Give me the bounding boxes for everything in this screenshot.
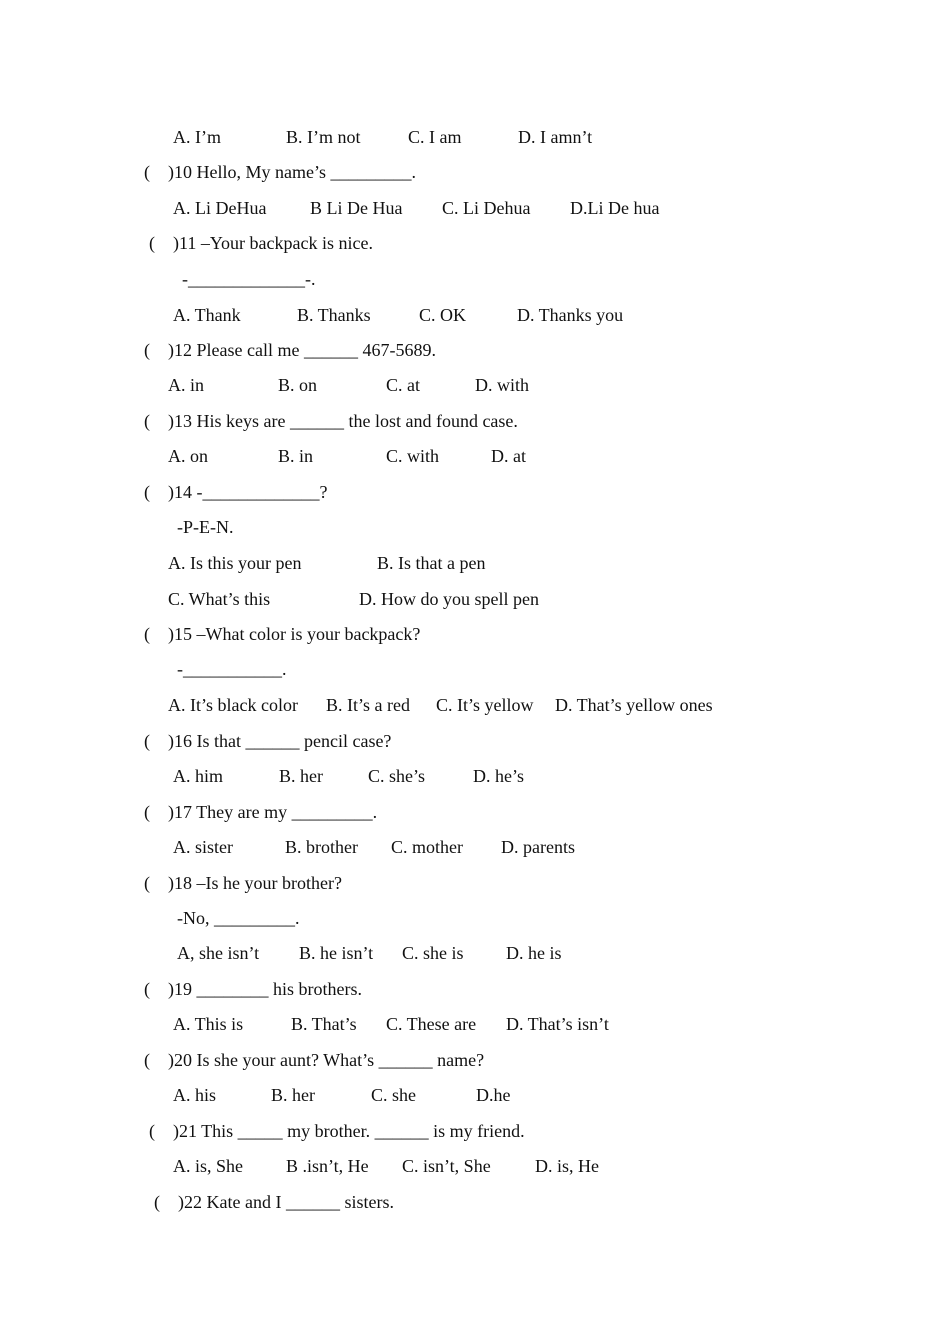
q15-option-c: C. It’s yellow <box>436 695 534 715</box>
q21-option-c: C. isn’t, She <box>402 1156 491 1176</box>
q16-option-a: A. him <box>173 766 224 786</box>
q18-stem: ( )18 –Is he your brother? <box>144 873 342 893</box>
q14-option-d: D. How do you spell pen <box>359 589 539 609</box>
q11-option-c: C. OK <box>419 305 467 325</box>
q19-option-b: B. That’s <box>291 1014 357 1034</box>
q9-option-d: D. I amn’t <box>518 127 593 147</box>
q16-option-d: D. he’s <box>473 766 524 786</box>
q9-option-c: C. I am <box>408 127 462 147</box>
q12-option-c: C. at <box>386 375 420 395</box>
q19-stem: ( )19 ________ his brothers. <box>144 979 362 999</box>
q18-option-b: B. he isn’t <box>299 943 374 963</box>
q12-option-a: A. in <box>168 375 204 395</box>
q18-option-c: C. she is <box>402 943 464 963</box>
q17-option-c: C. mother <box>391 837 463 857</box>
q10-option-a: A. Li DeHua <box>173 198 267 218</box>
q22-stem: ( )22 Kate and I ______ sisters. <box>154 1192 394 1212</box>
q17-option-b: B. brother <box>285 837 358 857</box>
q13-option-a: A. on <box>168 446 208 466</box>
q14-option-a: A. Is this your pen <box>168 553 302 573</box>
q11-response: -_____________-. <box>182 269 316 289</box>
q9-option-a: A. I’m <box>173 127 221 147</box>
q20-option-d: D.he <box>476 1085 511 1105</box>
q21-stem: ( )21 This _____ my brother. ______ is my friend. <box>149 1121 525 1141</box>
q14-option-c: C. What’s this <box>168 589 271 609</box>
q13-stem: ( )13 His keys are ______ the lost and found case. <box>144 411 518 431</box>
q21-option-b: B .isn’t, He <box>286 1156 369 1176</box>
q19-option-a: A. This is <box>173 1014 244 1034</box>
q19-option-c: C. These are <box>386 1014 477 1034</box>
q18-option-d: D. he is <box>506 943 562 963</box>
q17-stem: ( )17 They are my _________. <box>144 802 378 822</box>
q20-option-b: B. her <box>271 1085 315 1105</box>
q17-option-a: A. sister <box>173 837 233 857</box>
q11-stem: ( )11 –Your backpack is nice. <box>149 233 373 253</box>
q17-option-d: D. parents <box>501 837 575 857</box>
q10-stem: ( )10 Hello, My name’s _________. <box>144 162 416 182</box>
q16-option-b: B. her <box>279 766 323 786</box>
q20-option-a: A. his <box>173 1085 217 1105</box>
q12-option-d: D. with <box>475 375 529 395</box>
q12-option-b: B. on <box>278 375 318 395</box>
q14-stem: ( )14 -_____________? <box>144 482 328 502</box>
q10-option-d: D.Li De hua <box>570 198 660 218</box>
q11-option-b: B. Thanks <box>297 305 371 325</box>
q18-option-a: A, she isn’t <box>177 943 260 963</box>
q12-stem: ( )12 Please call me ______ 467-5689. <box>144 340 436 360</box>
q15-option-d: D. That’s yellow ones <box>555 695 713 715</box>
q19-option-d: D. That’s isn’t <box>506 1014 609 1034</box>
q13-option-d: D. at <box>491 446 526 466</box>
q15-option-a: A. It’s black color <box>168 695 298 715</box>
q9-option-b: B. I’m not <box>286 127 361 147</box>
q18-response: -No, _________. <box>177 908 300 928</box>
q13-option-c: C. with <box>386 446 440 466</box>
q11-option-d: D. Thanks you <box>517 305 624 325</box>
q13-option-b: B. in <box>278 446 314 466</box>
q20-stem: ( )20 Is she your aunt? What’s ______ name? <box>144 1050 485 1070</box>
q10-option-b: B Li De Hua <box>310 198 403 218</box>
q15-response: -___________. <box>177 659 287 679</box>
q14-response: -P-E-N. <box>177 517 234 537</box>
q15-option-b: B. It’s a red <box>326 695 410 715</box>
q21-option-d: D. is, He <box>535 1156 599 1176</box>
q14-option-b: B. Is that a pen <box>377 553 486 573</box>
q15-stem: ( )15 –What color is your backpack? <box>144 624 421 644</box>
q16-stem: ( )16 Is that ______ pencil case? <box>144 731 392 751</box>
q10-option-c: C. Li Dehua <box>442 198 531 218</box>
q21-option-a: A. is, She <box>173 1156 244 1176</box>
q11-option-a: A. Thank <box>173 305 241 325</box>
q20-option-c: C. she <box>371 1085 416 1105</box>
q16-option-c: C. she’s <box>368 766 426 786</box>
